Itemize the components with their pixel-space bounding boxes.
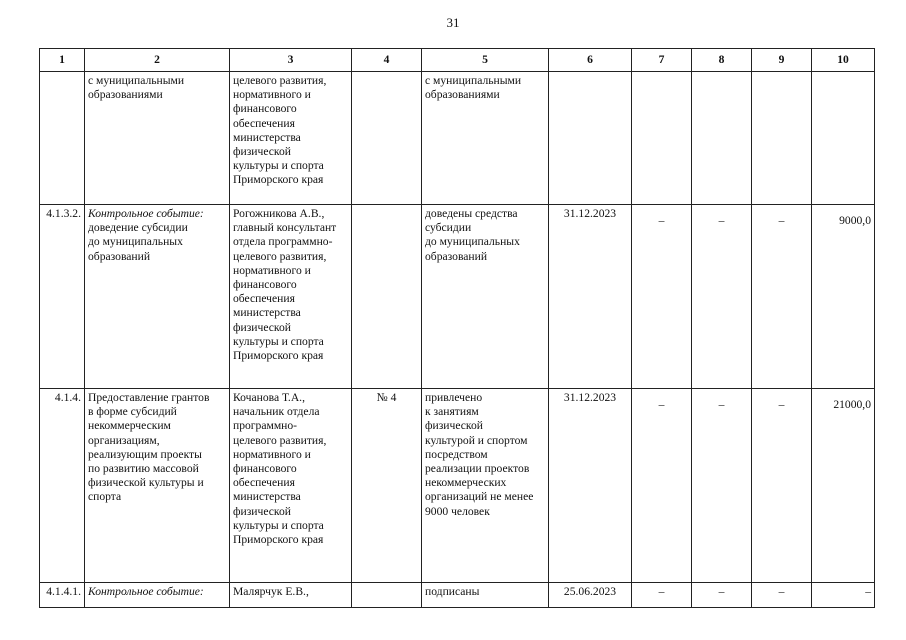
cell-amount: – bbox=[632, 205, 692, 389]
cell-date: 31.12.2023 bbox=[549, 205, 632, 389]
cell-amount: – bbox=[752, 389, 812, 583]
cell-number: 4.1.3.2. bbox=[40, 205, 85, 389]
cell-amount bbox=[752, 72, 812, 205]
column-header: 9 bbox=[752, 49, 812, 72]
activity-text: доведение субсидии до муниципальных образований bbox=[88, 221, 188, 263]
column-header: 10 bbox=[812, 49, 875, 72]
cell-date: 31.12.2023 bbox=[549, 389, 632, 583]
cell-date: 25.06.2023 bbox=[549, 583, 632, 608]
cell-amount: – bbox=[692, 583, 752, 608]
cell-responsible: Рогожникова А.В., главный консультант отдела программно- целевого развития, нормативного и финансового обеспечения министерства физической культуры и спорта Приморского края bbox=[230, 205, 352, 389]
cell-amount: – bbox=[632, 583, 692, 608]
control-event-label: Контрольное событие: bbox=[88, 207, 204, 220]
cell-amount: – bbox=[752, 205, 812, 389]
column-header: 4 bbox=[352, 49, 422, 72]
column-header: 3 bbox=[230, 49, 352, 72]
table-row bbox=[40, 583, 875, 608]
cell-responsible: Кочанова Т.А., начальник отдела программно- целевого развития, нормативного и финансового обеспечения министерства физической культуры и спорта Приморского края bbox=[230, 389, 352, 583]
table-row bbox=[40, 205, 875, 389]
cell-result: подписаны bbox=[422, 583, 549, 608]
cell-indicator bbox=[352, 583, 422, 608]
column-header: 7 bbox=[632, 49, 692, 72]
control-event-label: Контрольное событие: bbox=[88, 585, 204, 598]
column-header: 8 bbox=[692, 49, 752, 72]
cell-amount bbox=[812, 72, 875, 205]
cell-amount: – bbox=[692, 389, 752, 583]
cell-amount: – bbox=[812, 583, 875, 608]
cell-date bbox=[549, 72, 632, 205]
column-header: 5 bbox=[422, 49, 549, 72]
table-row bbox=[40, 389, 875, 583]
cell-indicator bbox=[352, 72, 422, 205]
cell-activity: Предоставление грантов в форме субсидий некоммерческим организациям, реализующим проекты по развитию массовой физической культуры и спорта bbox=[85, 389, 230, 583]
cell-number bbox=[40, 72, 85, 205]
cell-result: с муниципальными образованиями bbox=[422, 72, 549, 205]
cell-amount: 21000,0 bbox=[812, 389, 875, 583]
cell-activity bbox=[85, 205, 230, 389]
cell-amount: 9000,0 bbox=[812, 205, 875, 389]
cell-amount bbox=[632, 72, 692, 205]
cell-number: 4.1.4. bbox=[40, 389, 85, 583]
table-row bbox=[40, 72, 875, 205]
plan-table bbox=[39, 48, 875, 608]
column-header: 1 bbox=[40, 49, 85, 72]
cell-activity bbox=[85, 583, 230, 608]
cell-amount: – bbox=[632, 389, 692, 583]
cell-indicator: № 4 bbox=[352, 389, 422, 583]
cell-amount: – bbox=[692, 205, 752, 389]
header-row bbox=[40, 49, 875, 72]
cell-result: привлечено к занятиям физической культурой и спортом посредством реализации проектов некоммерческих организаций не менее 9000 человек bbox=[422, 389, 549, 583]
column-header: 6 bbox=[549, 49, 632, 72]
cell-amount bbox=[692, 72, 752, 205]
page-number: 31 bbox=[446, 15, 460, 30]
column-header: 2 bbox=[85, 49, 230, 72]
cell-responsible: Малярчук Е.В., bbox=[230, 583, 352, 608]
cell-number: 4.1.4.1. bbox=[40, 583, 85, 608]
cell-result: доведены средства субсидии до муниципальных образований bbox=[422, 205, 549, 389]
cell-amount: – bbox=[752, 583, 812, 608]
cell-responsible: целевого развития, нормативного и финансового обеспечения министерства физической культуры и спорта Приморского края bbox=[230, 72, 352, 205]
cell-activity: с муниципальными образованиями bbox=[85, 72, 230, 205]
cell-indicator bbox=[352, 205, 422, 389]
